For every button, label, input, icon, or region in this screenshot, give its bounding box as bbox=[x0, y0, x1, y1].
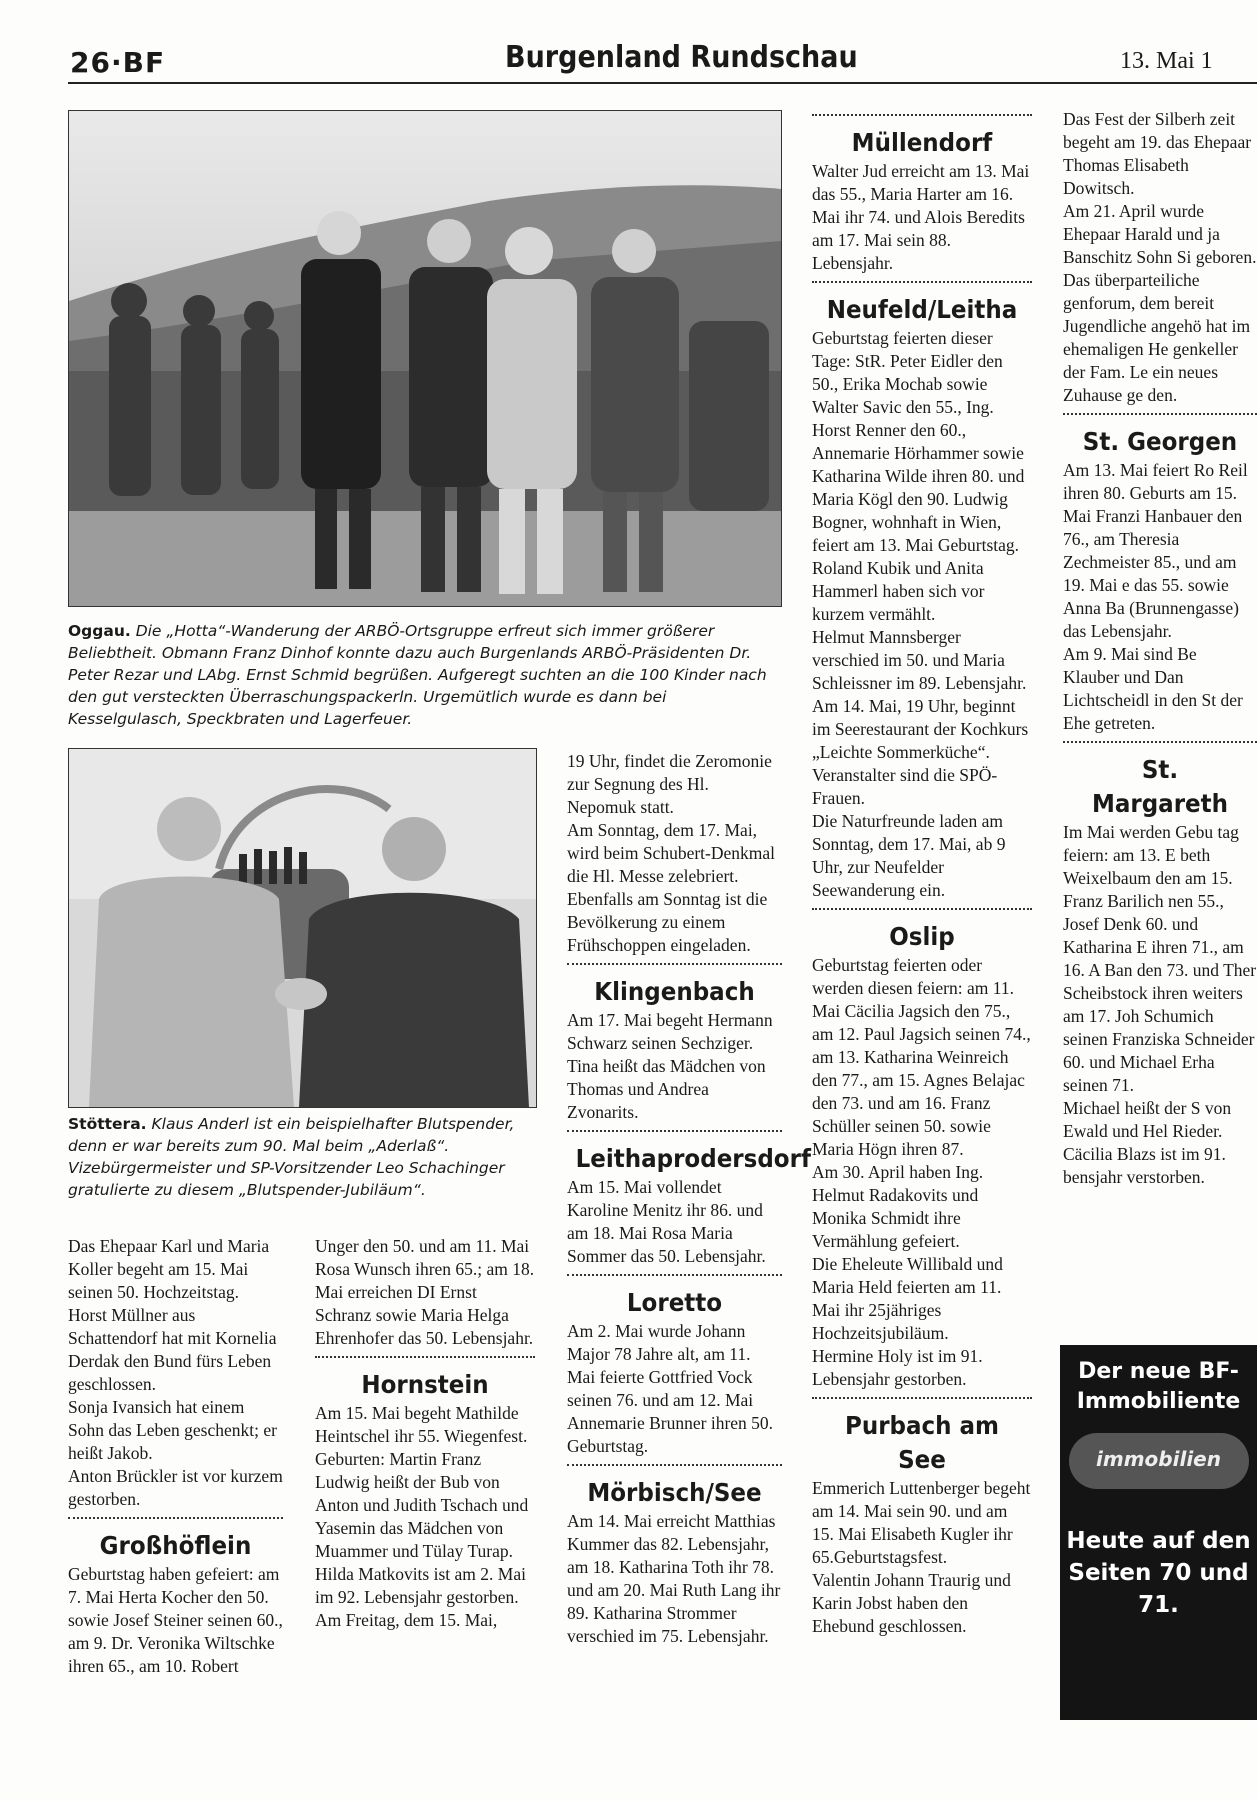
ad-pages-note: Heute auf den Seiten 70 und 71. bbox=[1066, 1528, 1251, 1618]
paragraph: Im Mai werden Gebu tag feiern: am 13. E beth Weixelbaum den am 15. Franz Barilich nen 55., Josef Denk 60. und Katharina E ihren 71., am 16. A Ban den 73. und Ther Scheibstock ihren weiters am 17. Joh Schumich seinen Franziska Schneider 60. und Michael Erha seinen 71. bbox=[1063, 822, 1257, 1095]
section-heading: Purbach am See bbox=[844, 1411, 1000, 1474]
dotted-separator bbox=[315, 1356, 535, 1368]
stoettera-photo bbox=[68, 748, 537, 1108]
dotted-separator bbox=[567, 1274, 782, 1286]
paragraph: Geburtstag feierten oder werden diesen feiern: am 11. Mai Cäcilia Jagsich den 75., am 12. Paul Jagsich seinen 74., am 13. Katharina Weinreich den 77., am 15. Agnes Belajac den 73. und am 16. Franz Schüller seinen 50. sowie Maria Högn ihren 87. bbox=[812, 955, 1031, 1159]
paragraph: Hilda Matkovits ist am 2. Mai im 92. Lebensjahr gestorben. bbox=[315, 1564, 526, 1607]
paragraph: Geburtstag feierten dieser Tage: StR. Peter Eidler den 50., Erika Mochab sowie Walter Savic den 55., Ing. Horst Renner den 60., Annemarie Hörhammer sowie Katharina Wilde ihren 80. und Maria Kögl den 90. Ludwig Bogner, wohnhaft in Wien, feiert am 13. Mai Geburtstag. bbox=[812, 328, 1025, 555]
section-heading: Mörbisch/See bbox=[587, 1478, 762, 1507]
paragraph: Tina heißt das Mädchen von Thomas und Andrea Zvonarits. bbox=[567, 1056, 766, 1122]
caption-place: Oggau. bbox=[68, 622, 131, 640]
bf-immobilien-logo bbox=[1069, 1433, 1249, 1489]
header-rule bbox=[68, 82, 1257, 84]
paragraph: Emmerich Luttenberger begeht am 14. Mai sein 90. und am 15. Mai Elisabeth Kugler ihr 65.Geburtstagsfest. bbox=[812, 1478, 1031, 1567]
paragraph: Horst Müllner aus Schattendorf hat mit Kornelia Derdak den Bund fürs Leben geschlossen. bbox=[68, 1305, 277, 1394]
section-heading: Oslip bbox=[889, 922, 955, 951]
paragraph: Das Ehepaar Karl und Maria Koller begeht am 15. Mai seinen 50. Hochzeitstag. bbox=[68, 1236, 270, 1302]
paragraph: Am 9. Mai sind Be Klauber und Dan Lichtscheidl in den St der Ehe getreten. bbox=[1063, 644, 1243, 733]
section-heading: St. Margareth bbox=[1091, 755, 1229, 818]
paragraph: Sonja Ivansich hat einem Sohn das Leben geschenkt; er heißt Jakob. bbox=[68, 1397, 277, 1463]
issue-date: 13. Mai 1 bbox=[1120, 48, 1213, 74]
dotted-separator bbox=[68, 1517, 283, 1529]
newspaper-title: Burgenland Rundschau bbox=[505, 40, 858, 75]
section-heading: Hornstein bbox=[361, 1370, 489, 1399]
caption-text: Klaus Anderl ist ein beispielhafter Blutspender, denn er war bereits zum 90. Mal beim „Aderlaß“. Vizebürgermeister und SP-Vorsitzender Leo Schachinger gratulierte zu diesem „Blutspender-Jubiläum“. bbox=[68, 1115, 515, 1199]
dotted-separator bbox=[567, 1464, 782, 1476]
paragraph: Geburtstag haben gefeiert: am 7. Mai Herta Kocher den 50. sowie Josef Steiner seinen 60., am 9. Dr. Veronika Wiltschke ihren 65., am 10. Robert bbox=[68, 1564, 283, 1676]
paragraph: Am 15. Mai begeht Mathilde Heintschel ihr 55. Wiegenfest. bbox=[315, 1403, 528, 1446]
paragraph: Am 13. Mai feiert Ro Reil ihren 80. Geburts am 15. Mai Franzi Hanbauer den 76., am Theresia Zechmeister 85., und am 19. Mai e das 55. sowie Anna Ba (Brunnengasse) das Lebensjahr. bbox=[1063, 460, 1248, 641]
dotted-separator bbox=[812, 908, 1032, 920]
paragraph: Am 14. Mai, 19 Uhr, beginnt im Seerestaurant der Kochkurs „Leichte Sommerküche“. Veranstalter sind die SPÖ-Frauen. bbox=[812, 696, 1029, 808]
paragraph: Am 15. Mai vollendet Karoline Menitz ihr 86. und am 18. Mai Rosa Maria Sommer das 50. Lebensjahr. bbox=[567, 1177, 766, 1266]
dotted-separator bbox=[1063, 741, 1257, 753]
column-b bbox=[315, 1235, 535, 1632]
immobilien-ad[interactable] bbox=[1060, 1345, 1257, 1720]
column-c bbox=[567, 750, 811, 1648]
paragraph: Roland Kubik und Anita Hammerl haben sich vor kurzem vermählt. bbox=[812, 558, 985, 624]
paragraph: Am 14. Mai erreicht Matthias Kummer das 82. Lebensjahr, am 18. Katharina Toth ihr 78. und am 20. Mai Ruth Lang ihr 89. Katharina Strommer verschied im 75. Lebensjahr. bbox=[567, 1511, 781, 1646]
section-heading: Loretto bbox=[626, 1288, 723, 1317]
paragraph: Die Naturfreunde laden am Sonntag, dem 17. Mai, ab 9 Uhr, zur Neufelder Seewanderung ein. bbox=[812, 811, 1006, 900]
dotted-separator bbox=[812, 281, 1032, 293]
paragraph: Am 2. Mai wurde Johann Major 78 Jahre alt, am 11. Mai feierte Gottfried Vock seinen 76. und am 12. Mai Annemarie Brunner ihren 50. Geburtstag. bbox=[567, 1321, 774, 1456]
paragraph: Unger den 50. und am 11. Mai Rosa Wunsch ihren 65.; am 18. Mai erreichen DI Ernst Schranz sowie Maria Helga Ehrenhofer das 50. Lebensjahr. bbox=[315, 1236, 535, 1348]
paragraph: Anton Brückler ist vor kurzem gestorben. bbox=[68, 1466, 283, 1509]
dotted-separator bbox=[567, 963, 782, 975]
caption-place: Stöttera. bbox=[68, 1115, 147, 1133]
dotted-separator bbox=[567, 1130, 782, 1142]
ad-headline: Der neue BF-Immobiliente bbox=[1076, 1359, 1241, 1414]
paragraph: Michael heißt der S von Ewald und Hel Rieder. bbox=[1063, 1098, 1232, 1141]
dotted-separator bbox=[812, 1397, 1032, 1409]
paragraph: Am Freitag, dem 15. Mai, bbox=[315, 1610, 498, 1630]
paragraph: Walter Jud erreicht am 13. Mai das 55., Maria Harter am 16. Mai ihr 74. und Alois Beredits am 17. Mai sein 88. Lebensjahr. bbox=[812, 161, 1030, 273]
paragraph: Am Sonntag, dem 17. Mai, wird beim Schubert-Denkmal die Hl. Messe zelebriert. Ebenfalls am Sonntag ist die Bevölkerung zu einem Frühschoppen eingeladen. bbox=[567, 820, 776, 955]
paragraph: Am 21. April wurde Ehepaar Harald und ja Banschitz Sohn Si geboren. bbox=[1063, 201, 1257, 267]
caption-text: Die „Hotta“-Wanderung der ARBÖ-Ortsgruppe erfreut sich immer größerer Beliebtheit. Obmann Franz Dinhof konnte dazu auch Burgenlands ARBÖ-Präsidenten Dr. Peter Rezar und LAbg. Ernst Schmid begrüßen. Aufgeregt suchten an die 100 Kinder nach den gut versteckten Überraschungspackerln. Urgemütlich wurde es dann bei Kesselgulasch, Speckbraten und Lagerfeuer. bbox=[68, 622, 767, 728]
stoettera-caption bbox=[68, 1113, 538, 1201]
paragraph: 19 Uhr, findet die Zeromonie zur Segnung des Hl. Nepomuk statt. bbox=[567, 751, 772, 817]
section-heading: Müllendorf bbox=[851, 128, 993, 157]
logo-text: immobilien bbox=[1096, 1447, 1221, 1471]
column-d bbox=[812, 108, 1032, 1638]
dotted-separator bbox=[812, 114, 1032, 126]
oggau-photo bbox=[68, 110, 782, 607]
section-heading: Neufeld/Leitha bbox=[826, 295, 1018, 324]
paragraph: Die Eheleute Willibald und Maria Held feierten am 11. Mai ihr 25jähriges Hochzeitsjubiläum. bbox=[812, 1254, 1003, 1343]
paragraph: Cäcilia Blazs ist im 91. bensjahr verstorben. bbox=[1063, 1144, 1226, 1187]
paragraph: Das Fest der Silberh zeit begeht am 19. das Ehepaar Thomas Elisabeth Dowitsch. bbox=[1063, 109, 1252, 198]
section-heading: Klingenbach bbox=[594, 977, 755, 1006]
paragraph: Am 30. April haben Ing. Helmut Radakovits und Monika Schmidt ihre Vermählung gefeiert. bbox=[812, 1162, 984, 1251]
paragraph: Valentin Johann Traurig und Karin Jobst haben den Ehebund geschlossen. bbox=[812, 1570, 1011, 1636]
dotted-separator bbox=[1063, 413, 1257, 425]
paragraph: Geburten: Martin Franz Ludwig heißt der Bub von Anton und Judith Tschach und Yasemin das Mädchen von Muammer und Tülay Turap. bbox=[315, 1449, 529, 1561]
page-number: 26·BF bbox=[70, 46, 166, 79]
page-header bbox=[0, 0, 1257, 90]
paragraph: Hermine Holy ist im 91. Lebensjahr gestorben. bbox=[812, 1346, 983, 1389]
section-heading: Großhöflein bbox=[99, 1531, 252, 1560]
paragraph: Am 17. Mai begeht Hermann Schwarz seinen Sechziger. bbox=[567, 1010, 773, 1053]
section-heading: St. Georgen bbox=[1082, 427, 1238, 456]
column-e bbox=[1063, 108, 1257, 1189]
section-heading: Leithaprodersdorf bbox=[575, 1144, 811, 1173]
oggau-caption bbox=[68, 620, 768, 730]
paragraph: Das überparteiliche genforum, dem bereit Jugendliche angehö hat im ehemaligen He genkeller der Fam. Le ein neues Zuhause ge den. bbox=[1063, 270, 1251, 405]
column-a bbox=[68, 1235, 283, 1678]
paragraph: Helmut Mannsberger verschied im 50. und Maria Schleissner im 89. Lebensjahr. bbox=[812, 627, 1027, 693]
